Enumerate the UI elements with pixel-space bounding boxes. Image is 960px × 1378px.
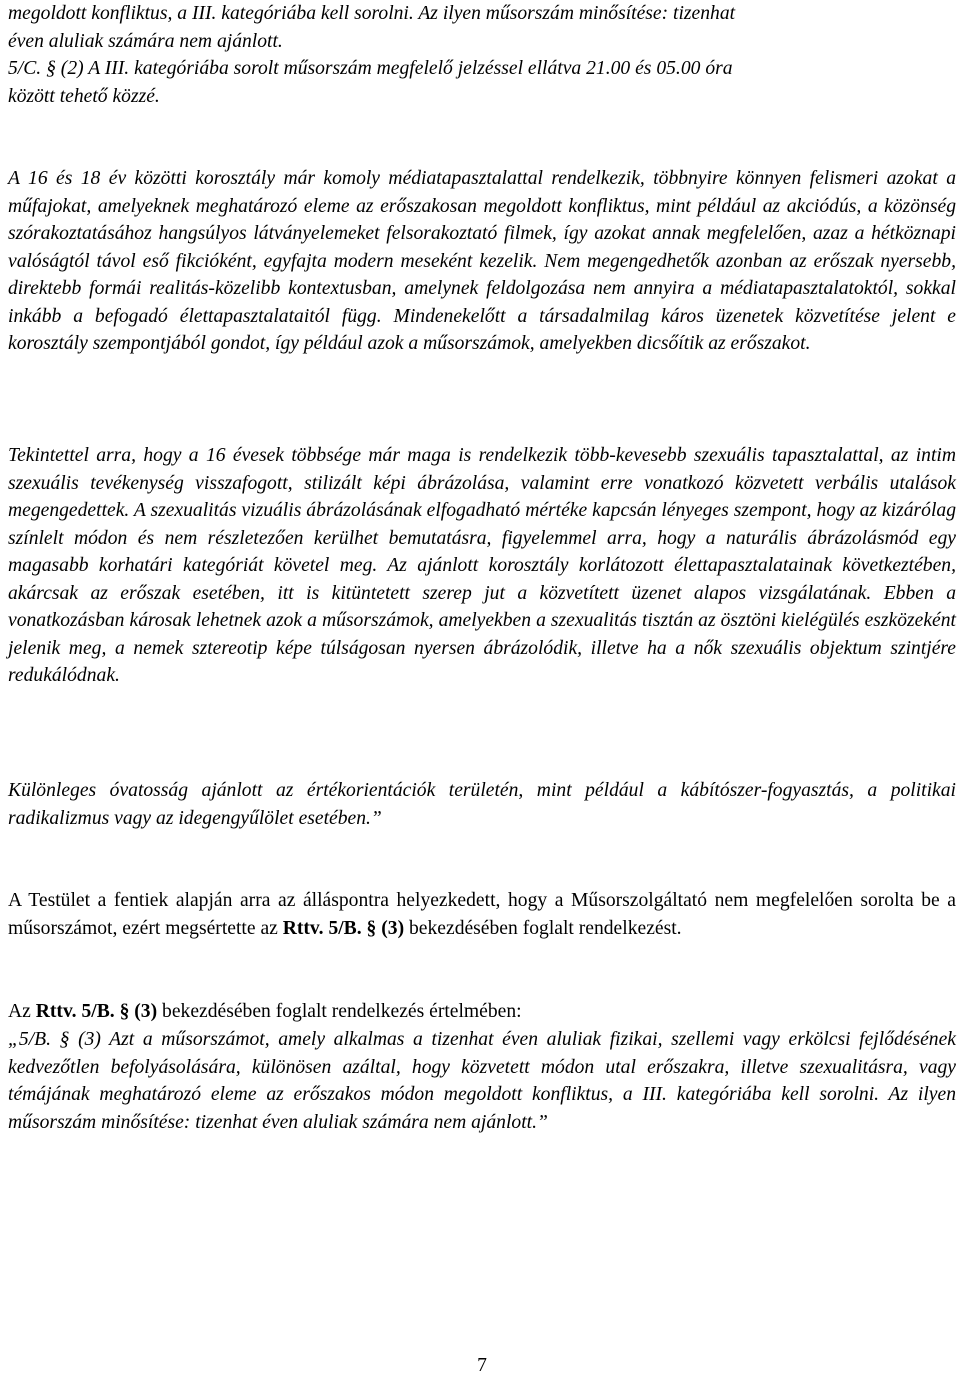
section-5c-paragraph [8, 55, 956, 110]
page-number: 7 [477, 1355, 487, 1376]
sexuality-paragraph [8, 442, 956, 690]
provision-quote-text: „5/B. § (3) Azt a műsorszámot, amely alkalmas a tizenhat éven aluliak fizikai, szellemi vagy erkölcsi fejlődésének kedvezőtlen befolyásolására, különösen azáltal, hogy közvetett módon utal erőszakra, illetve szexualitásra, vagy témájának meghatározó eleme az erőszakos módon megoldott konfliktus, a III. kategóriába kell sorolni. Az ilyen műsorszám minősítése: tizenhat éven aluliak számára nem ajánlott.” [8, 1029, 956, 1133]
quote-tail-line-2: éven aluliak számára nem ajánlott. [8, 30, 283, 52]
board-text-part-2: bekezdésében foglalt rendelkezést. [404, 917, 682, 939]
provision-rttv-reference: Rttv. 5/B. § (3) [35, 1001, 158, 1022]
age-group-paragraph [8, 165, 956, 358]
age-group-text-part-2: Nem megengedhetők azonban az erőszak nyersebb, direktebb formái realitás-közelibb kontextusban, amelynek feldolgozása nem annyira a médiatapasztalatoktól, sokkal inkább a befogadó élettapasztalataitól függ. Mindenekelőtt a társadalmilag káros üzenetek közvetítése jelent e korosztály szempontjából gondot, így például azok a műsorszámok, amelyekben dicsőítik az erőszakot. [8, 250, 956, 354]
sexuality-text: Tekintettel arra, hogy a 16 évesek többsége már maga is rendelkezik több-kevesebb szexuális tapasztalattal, az intim szexuális tevékenység visszafogott, stilizált képi ábrázolása, valamint erre vonatkozó közvetett verbális utalások megengedettek. A szexualitás vizuális ábrázolásának elfogadható mértéke kapcsán lényeges szempont, hogy az kizárólag színlelt módon és nem részletezően kerülhet bemutatásra, figyelemmel arra, hogy a naturális ábrázolásmód egy magasabb korhatári kategóriát követel meg. Az ajánlott korosztály korlátozott élettapasztalatainak következtében, akárcsak az erőszak esetében, itt is kitüntetett szerep jut a közvetített üzenet alapos vizsgálatának. Ebben a vonatkozásban károsak lehetnek azok a műsorszámok, amelyekben a szexualitás tisztán az ösztöni kielégülés eszközeként jelenik meg, a nemek sztereotip képe túlságosan nyersen ábrázolódik, illetve ha a nők szexuális objektum szintjére redukálódnak. [8, 445, 956, 686]
provision-intro-pre: Az [8, 1001, 36, 1022]
board-text-part-1: A Testület a fentiek alapján arra az álláspontra helyezkedett, hogy a Műsorszolgáltató nem megfelelően sorolta be a műsorszámot, ezért megsértette az [8, 890, 956, 939]
provision-intro-paragraph [8, 998, 956, 1026]
board-decision-paragraph [8, 887, 956, 942]
caution-text: Különleges óvatosság ajánlott az értékorientációk területén, mint például a kábítószer-fogyasztás, a politikai radikalizmus vagy az idegengyűlölet esetében.” [8, 780, 956, 829]
section-5c-line-1: 5/C. § (2) A III. kategóriába sorolt műsorszám megfelelő jelzéssel ellátva 21.00 és 05.00 óra [8, 58, 733, 79]
section-5c-line-2: között tehető közzé. [8, 85, 160, 107]
provision-quote-paragraph [8, 1026, 956, 1136]
caution-paragraph [8, 777, 956, 832]
provision-intro-post: bekezdésében foglalt rendelkezés értelmében: [157, 1001, 522, 1022]
quote-tail-paragraph [8, 0, 956, 55]
age-group-text-part-1: A 16 és 18 év közötti korosztály már komoly médiatapasztalattal rendelkezik, többnyire könnyen felismeri azokat a műfajokat, amelyeknek meghatározó eleme az erőszakosan megoldott konfliktus, mint például az akciódús, a közönség szórakoztatásához hangsúlyos látványelemeket felsorakoztató filmek, így azokat annak megfelelően, azaz a hétköznapi valóságtól távol eső fikcióként, egyfajta modern meseként kezelik. [8, 168, 956, 272]
board-rttv-reference: Rttv. 5/B. § (3) [282, 917, 405, 939]
quote-tail-line-1: megoldott konfliktus, a III. kategóriába kell sorolni. Az ilyen műsorszám minősítése: tizenhat [8, 3, 736, 24]
